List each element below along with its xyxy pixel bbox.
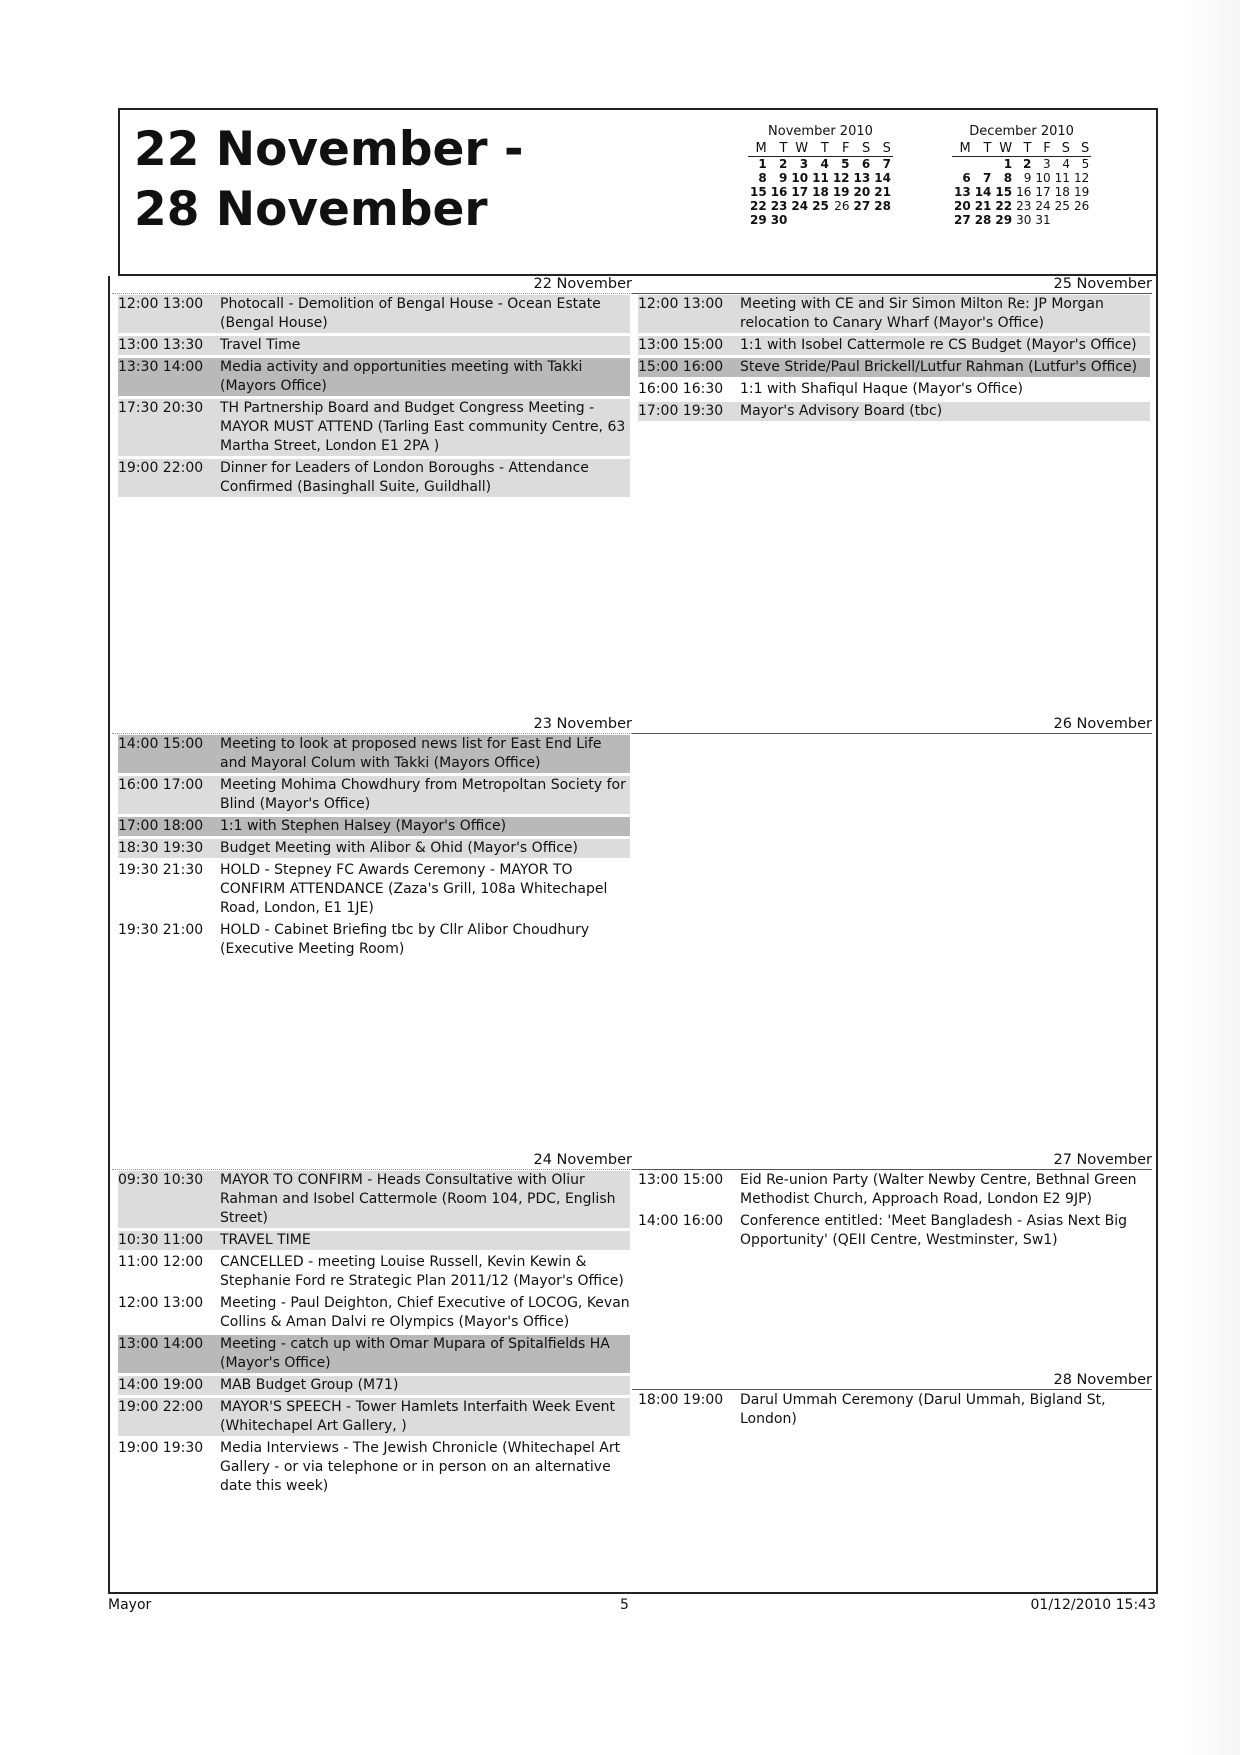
day-date: 25 November xyxy=(632,276,1152,294)
calendar-day: 28 xyxy=(874,199,891,213)
weekday-label: T xyxy=(769,141,790,157)
calendar-day: 30 xyxy=(1016,213,1032,227)
calendar-day: 27 xyxy=(853,199,871,213)
week-grid xyxy=(108,276,1158,1594)
day-date: 27 November xyxy=(632,1152,1152,1170)
calendar-day: 21 xyxy=(874,185,891,199)
day-27-november xyxy=(634,1152,1154,1372)
day-date: 26 November xyxy=(632,716,1152,734)
calendar-day xyxy=(1053,213,1072,227)
weekday-label: S xyxy=(1072,141,1091,157)
event-description: Darul Ummah Ceremony (Darul Ummah, Bigland St, London) xyxy=(740,1392,1106,1427)
calendar-day: 10 xyxy=(791,171,809,185)
event-description: Eid Re-union Party (Walter Newby Centre, Bethnal Green Methodist Church, Approach Road, London E2 9JP) xyxy=(740,1172,1137,1207)
calendar-day xyxy=(952,157,973,172)
calendar-day xyxy=(872,213,893,227)
event-description: Meeting with CE and Sir Simon Milton Re: JP Morgan relocation to Canary Wharf (Mayor's Office) xyxy=(740,296,1104,331)
event-time: 14:00 15:00 xyxy=(118,736,204,752)
event-time: 12:00 13:00 xyxy=(118,1295,204,1311)
calendar-day: 11 xyxy=(1054,171,1070,185)
calendar-day: 25 xyxy=(1054,199,1070,213)
event-time: 14:00 16:00 xyxy=(638,1213,724,1229)
event-time: 11:00 12:00 xyxy=(118,1254,204,1270)
day-26-november xyxy=(634,716,1154,1152)
event-description: Meeting Mohima Chowdhury from Metropoltan Society for Blind (Mayor's Office) xyxy=(220,777,626,812)
weekday-label: M xyxy=(952,141,973,157)
calendar-event xyxy=(118,1294,630,1332)
event-description: Dinner for Leaders of London Boroughs - Attendance Confirmed (Basinghall Suite, Guildhall) xyxy=(220,460,589,495)
day-date: 23 November xyxy=(112,716,632,734)
event-description: TRAVEL TIME xyxy=(220,1232,311,1248)
event-description: Budget Meeting with Alibor & Ohid (Mayor's Office) xyxy=(220,840,578,856)
event-time: 13:00 13:30 xyxy=(118,337,204,353)
calendar-event xyxy=(118,1398,630,1436)
calendar-event xyxy=(118,1253,630,1291)
calendar-event xyxy=(118,399,630,456)
calendar-day: 6 xyxy=(861,157,871,171)
calendar-day: 17 xyxy=(1035,185,1051,199)
weekday-label: M xyxy=(748,141,769,157)
calendar-event xyxy=(118,336,630,355)
calendar-day: 13 xyxy=(954,185,971,199)
week-title-line2: 28 November xyxy=(134,182,488,237)
calendar-event xyxy=(118,817,630,836)
event-list xyxy=(118,735,630,962)
calendar-day: 14 xyxy=(874,171,891,185)
event-time: 19:00 22:00 xyxy=(118,460,204,476)
calendar-day xyxy=(852,213,873,227)
event-description: 1:1 with Isobel Cattermole re CS Budget (Mayor's Office) xyxy=(740,337,1137,353)
mini-calendar-november xyxy=(748,124,893,227)
calendar-day: 21 xyxy=(974,199,992,213)
event-description: Meeting - Paul Deighton, Chief Executive of LOCOG, Kevan Collins & Aman Dalvi re Olympics (Mayor's Office) xyxy=(220,1295,630,1330)
calendar-event xyxy=(118,776,630,814)
event-time: 16:00 16:30 xyxy=(638,381,724,397)
day-22-november xyxy=(114,276,634,716)
calendar-day xyxy=(810,213,831,227)
weekday-label: T xyxy=(810,141,831,157)
calendar-event xyxy=(118,921,630,959)
calendar-day: 12 xyxy=(1073,171,1090,185)
calendar-day: 1 xyxy=(1003,157,1013,171)
day-24-november xyxy=(114,1152,634,1592)
calendar-day: 3 xyxy=(1043,157,1051,171)
event-time: 12:00 13:00 xyxy=(118,296,204,312)
calendar-event xyxy=(638,358,1150,377)
calendar-day: 9 xyxy=(779,171,788,185)
calendar-day: 6 xyxy=(962,171,971,185)
footer-timestamp: 01/12/2010 15:43 xyxy=(1030,1597,1156,1613)
event-time: 19:30 21:00 xyxy=(118,922,204,938)
event-list xyxy=(638,1391,1150,1432)
calendar-event xyxy=(638,1212,1150,1250)
calendar-event xyxy=(118,358,630,396)
event-list xyxy=(638,1171,1150,1253)
event-time: 19:00 22:00 xyxy=(118,1399,204,1415)
calendar-day: 23 xyxy=(770,199,788,213)
calendar-event xyxy=(118,1376,630,1395)
mini-calendar-grid xyxy=(748,141,893,227)
calendar-day: 23 xyxy=(1016,199,1032,213)
calendar-day: 16 xyxy=(770,185,788,199)
event-description: CANCELLED - meeting Louise Russell, Kevin Kewin & Stephanie Ford re Strategic Plan 2011/12 (Mayor's Office) xyxy=(220,1254,624,1289)
calendar-event xyxy=(638,1391,1150,1429)
calendar-day: 17 xyxy=(791,185,809,199)
calendar-day: 7 xyxy=(882,157,891,171)
calendar-event xyxy=(118,839,630,858)
event-time: 09:30 10:30 xyxy=(118,1172,204,1188)
event-time: 17:00 19:30 xyxy=(638,403,724,419)
event-time: 14:00 19:00 xyxy=(118,1377,204,1393)
calendar-day: 15 xyxy=(995,185,1013,199)
mini-calendar-grid xyxy=(952,141,1091,227)
event-time: 17:30 20:30 xyxy=(118,400,204,416)
event-list xyxy=(118,1171,630,1499)
calendar-day: 5 xyxy=(1081,157,1090,171)
calendar-day: 1 xyxy=(758,157,767,171)
event-description: TH Partnership Board and Budget Congress Meeting - MAYOR MUST ATTEND (Tarling East community Centre, 63 Martha Street, London E1 2PA ) xyxy=(220,400,626,454)
event-description: Travel Time xyxy=(220,337,301,353)
calendar-day: 2 xyxy=(779,157,788,171)
calendar-day: 3 xyxy=(799,157,809,171)
event-description: HOLD - Cabinet Briefing tbc by Cllr Alibor Choudhury (Executive Meeting Room) xyxy=(220,922,590,957)
calendar-day: 28 xyxy=(974,213,992,227)
calendar-day: 4 xyxy=(820,157,829,171)
event-time: 12:00 13:00 xyxy=(638,296,724,312)
event-description: HOLD - Stepney FC Awards Ceremony - MAYOR TO CONFIRM ATTENDANCE (Zaza's Grill, 108a Whitechapel Road, London, E1 1JE) xyxy=(220,862,608,916)
calendar-event xyxy=(118,1335,630,1373)
calendar-event xyxy=(638,380,1150,399)
event-time: 18:00 19:00 xyxy=(638,1392,724,1408)
calendar-event xyxy=(118,1231,630,1250)
calendar-day: 19 xyxy=(1073,185,1090,199)
calendar-day: 11 xyxy=(812,171,829,185)
event-description: Photocall - Demolition of Bengal House - Ocean Estate (Bengal House) xyxy=(220,296,601,331)
calendar-event xyxy=(118,459,630,497)
scan-edge-shadow xyxy=(1180,0,1240,1755)
calendar-day: 30 xyxy=(770,213,788,227)
week-title xyxy=(134,120,523,240)
event-time: 13:00 14:00 xyxy=(118,1336,204,1352)
calendar-event xyxy=(638,336,1150,355)
weekday-label: W xyxy=(789,141,810,157)
event-description: Meeting - catch up with Omar Mupara of Spitalfields HA (Mayor's Office) xyxy=(220,1336,610,1371)
calendar-event xyxy=(118,735,630,773)
weekday-label: F xyxy=(831,141,852,157)
weekday-label: S xyxy=(1053,141,1072,157)
weekday-label: F xyxy=(1033,141,1052,157)
calendar-event xyxy=(118,1439,630,1496)
calendar-day: 14 xyxy=(974,185,992,199)
calendar-day: 25 xyxy=(812,199,829,213)
event-time: 17:00 18:00 xyxy=(118,818,204,834)
event-time: 18:30 19:30 xyxy=(118,840,204,856)
day-23-november xyxy=(114,716,634,1152)
calendar-day: 13 xyxy=(853,171,871,185)
event-list xyxy=(638,295,1150,424)
event-description: Conference entitled: 'Meet Bangladesh - Asias Next Big Opportunity' (QEII Centre, Westminster, Sw1) xyxy=(740,1213,1128,1248)
calendar-day xyxy=(789,213,810,227)
event-description: MAYOR'S SPEECH - Tower Hamlets Interfaith Week Event (Whitechapel Art Gallery, ) xyxy=(220,1399,616,1434)
calendar-day: 26 xyxy=(834,199,850,213)
calendar-day: 8 xyxy=(758,171,767,185)
week-header xyxy=(118,108,1158,276)
calendar-day: 18 xyxy=(1054,185,1070,199)
calendar-day: 20 xyxy=(954,199,971,213)
footer-page-number: 5 xyxy=(620,1597,629,1613)
weekday-label: T xyxy=(973,141,994,157)
calendar-day: 24 xyxy=(791,199,809,213)
mini-calendar-december xyxy=(952,124,1091,227)
calendar-day: 5 xyxy=(841,157,850,171)
calendar-day: 20 xyxy=(853,185,871,199)
event-description: 1:1 with Stephen Halsey (Mayor's Office) xyxy=(220,818,507,834)
calendar-event xyxy=(638,402,1150,421)
event-description: Meeting to look at proposed news list for East End Life and Mayoral Colum with Takki (Mayors Office) xyxy=(220,736,602,771)
calendar-day: 8 xyxy=(1003,171,1013,185)
weekday-label: W xyxy=(993,141,1014,157)
calendar-event xyxy=(118,861,630,918)
event-description: Steve Stride/Paul Brickell/Lutfur Rahman (Lutfur's Office) xyxy=(740,359,1138,375)
mini-calendar-title: December 2010 xyxy=(969,124,1074,139)
day-28-november xyxy=(634,1372,1154,1592)
calendar-day: 7 xyxy=(983,171,992,185)
event-description: MAYOR TO CONFIRM - Heads Consultative with Oliur Rahman and Isobel Cattermole (Room 104, PDC, English Street) xyxy=(220,1172,616,1226)
calendar-day: 15 xyxy=(750,185,767,199)
calendar-event xyxy=(118,1171,630,1228)
calendar-day: 2 xyxy=(1023,157,1032,171)
weekday-label: S xyxy=(852,141,873,157)
event-time: 13:30 14:00 xyxy=(118,359,204,375)
calendar-day: 29 xyxy=(995,213,1013,227)
calendar-day: 10 xyxy=(1035,171,1051,185)
calendar-day: 22 xyxy=(995,199,1013,213)
event-time: 10:30 11:00 xyxy=(118,1232,204,1248)
calendar-day: 4 xyxy=(1062,157,1070,171)
calendar-event xyxy=(118,295,630,333)
event-time: 19:30 21:30 xyxy=(118,862,204,878)
calendar-day xyxy=(973,157,994,172)
calendar-day: 27 xyxy=(954,213,971,227)
day-date: 24 November xyxy=(112,1152,632,1170)
calendar-day: 26 xyxy=(1073,199,1090,213)
calendar-day: 9 xyxy=(1023,171,1032,185)
event-time: 16:00 17:00 xyxy=(118,777,204,793)
event-description: Mayor's Advisory Board (tbc) xyxy=(740,403,943,419)
event-time: 13:00 15:00 xyxy=(638,337,724,353)
calendar-day xyxy=(831,213,852,227)
calendar-day xyxy=(1072,213,1091,227)
week-title-line1: 22 November - xyxy=(134,122,524,177)
event-time: 13:00 15:00 xyxy=(638,1172,724,1188)
calendar-day: 12 xyxy=(832,171,850,185)
day-25-november xyxy=(634,276,1154,716)
footer-owner: Mayor xyxy=(108,1597,152,1613)
event-description: Media activity and opportunities meeting with Takki (Mayors Office) xyxy=(220,359,583,394)
calendar-event xyxy=(638,1171,1150,1209)
event-list xyxy=(118,295,630,500)
calendar-day: 29 xyxy=(750,213,767,227)
calendar-day: 16 xyxy=(1016,185,1032,199)
calendar-event xyxy=(638,295,1150,333)
calendar-day: 24 xyxy=(1035,199,1051,213)
weekday-label: S xyxy=(872,141,893,157)
event-description: Media Interviews - The Jewish Chronicle (Whitechapel Art Gallery - or via telephone or in person on an alternative date this week) xyxy=(220,1440,621,1494)
calendar-day: 31 xyxy=(1035,213,1051,227)
calendar-day: 19 xyxy=(832,185,850,199)
day-date: 28 November xyxy=(632,1372,1152,1390)
event-time: 19:00 19:30 xyxy=(118,1440,204,1456)
mini-calendar-title: November 2010 xyxy=(768,124,873,139)
event-description: 1:1 with Shafiqul Haque (Mayor's Office) xyxy=(740,381,1023,397)
day-date: 22 November xyxy=(112,276,632,294)
event-description: MAB Budget Group (M71) xyxy=(220,1377,399,1393)
calendar-day: 22 xyxy=(750,199,767,213)
weekday-label: T xyxy=(1014,141,1033,157)
calendar-day: 18 xyxy=(812,185,829,199)
event-time: 15:00 16:00 xyxy=(638,359,724,375)
